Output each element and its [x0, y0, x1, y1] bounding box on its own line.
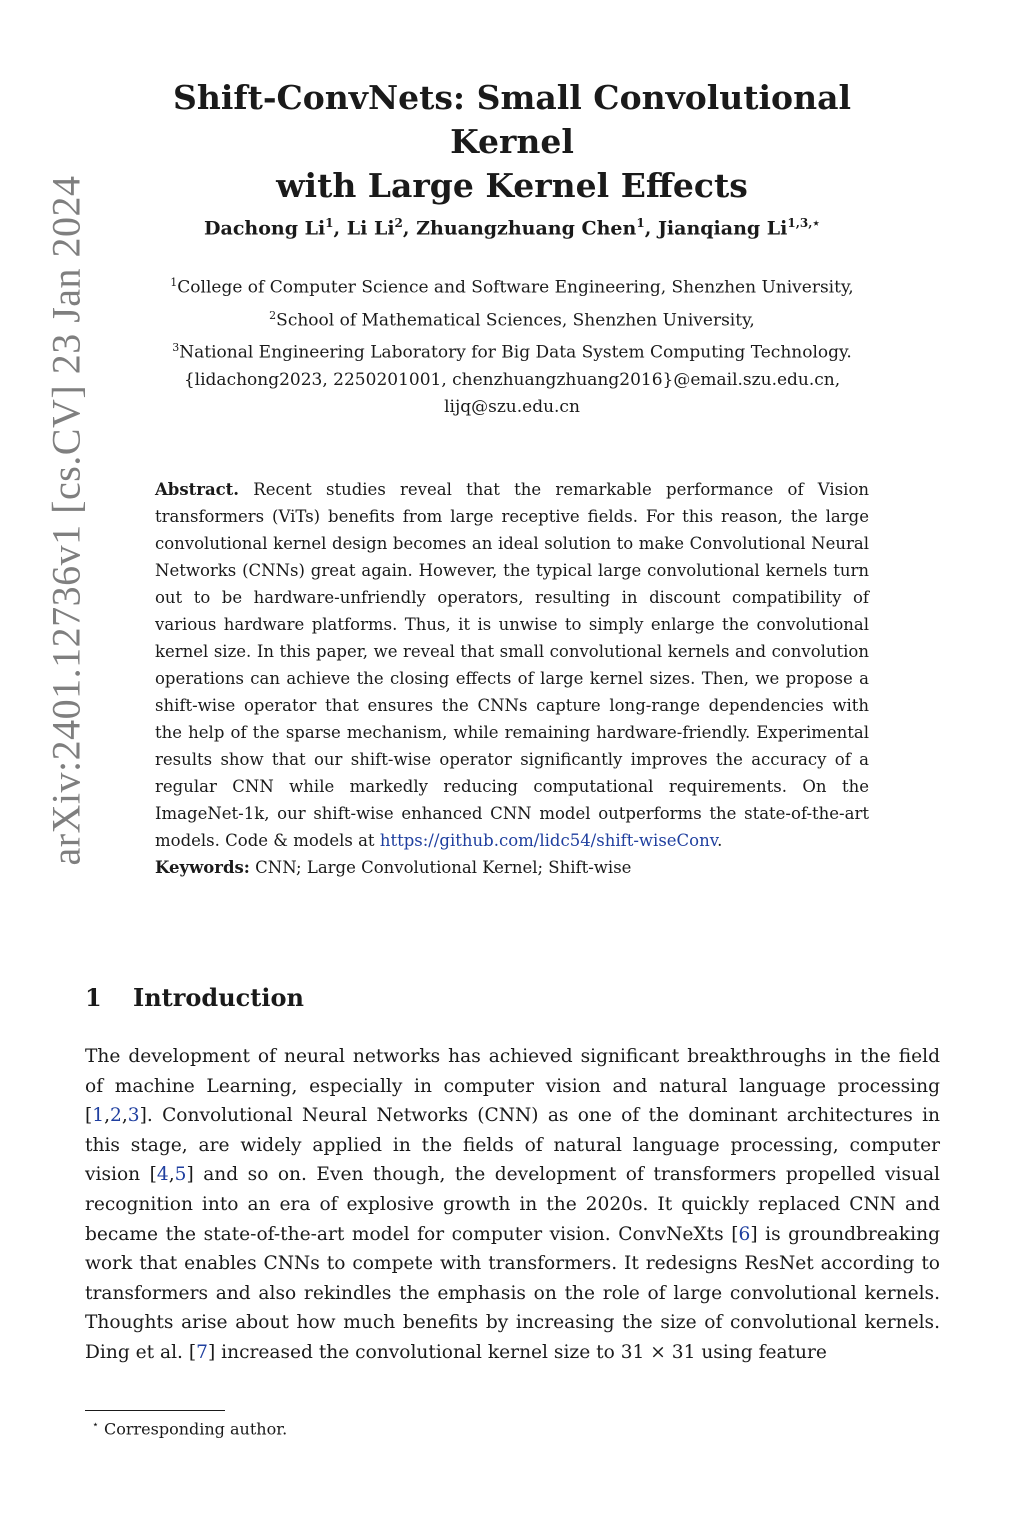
arxiv-identifier	[36, 90, 96, 950]
affiliations	[110, 269, 914, 421]
section-title: Introduction	[133, 983, 304, 1012]
abstract	[155, 476, 869, 881]
author-name: Dachong Li	[204, 217, 326, 240]
affiliation-line	[110, 302, 914, 335]
introduction-paragraph	[85, 1042, 940, 1368]
keywords-label: Keywords:	[155, 858, 250, 877]
section-heading	[85, 983, 304, 1012]
affiliation-text: School of Mathematical Sciences, Shenzhen University,	[276, 310, 755, 331]
citation-link[interactable]: 2	[110, 1105, 122, 1127]
citation-link[interactable]: 6	[738, 1223, 751, 1245]
footnote-mark: ⋆	[92, 1418, 99, 1431]
body-text-run: ,	[121, 1105, 128, 1127]
affiliation-line	[110, 269, 914, 302]
abstract-text: Recent studies reveal that the remarkable performance of Vision transformers (ViTs) benefits from large receptive fields. For this reason, the large convolutional kernel design becomes an ideal solution to make Convolutional Neural Networks (CNNs) great again. However, the typical large convolutional kernels turn out to be hardware-unfriendly operators, resulting in discount compatibility of various hardware platforms. Thus, it is unwise to simply enlarge the convolutional kernel size. In this paper, we reveal that small convolutional kernels and convolution operations can achieve the closing effects of large kernel sizes. Then, we propose a shift-wise operator that ensures the CNNs capture long-range dependencies with the help of the sparse mechanism, while remaining hardware-friendly. Experimental results show that our shift-wise operator significantly improves the accuracy of a regular CNN while markedly reducing computational requirements. On the ImageNet-1k, our shift-wise enhanced CNN model outperforms the state-of-the-art models. Code & models at	[155, 480, 870, 850]
author-name: Jianqiang Li	[657, 217, 788, 240]
footnote	[92, 1418, 287, 1438]
affiliation-mark: 1	[170, 276, 178, 289]
title-line: with Large Kernel Effects	[276, 166, 748, 205]
title-line: Shift-ConvNets: Small Convolutional Kernel	[173, 78, 851, 161]
author-affiliation-mark: 1,3,⋆	[787, 216, 820, 230]
footnote-text: Corresponding author.	[103, 1419, 288, 1439]
body-text-run: ]. Convolutional Neural Networks (CNN) as one of the dominant architectures in this stage, are widely applied in the fields of natural language processing, computer vision [	[85, 1105, 940, 1186]
citation-link[interactable]: 4	[156, 1164, 169, 1186]
author-affiliation-mark: 1	[636, 216, 645, 230]
section-number: 1	[85, 983, 102, 1012]
body-text-run: ] is groundbreaking work that enables CNNs to compete with transformers. It redesigns ResNet according to transformers and also rekindles the emphasis on the role of large convolutional kernels. Thoughts arise about how much benefits by increasing the size of convolutional kernels. Ding et al. [	[85, 1223, 940, 1363]
citation-link[interactable]: 5	[174, 1164, 187, 1186]
affiliation-line	[110, 334, 914, 367]
affiliation-text: National Engineering Laboratory for Big Data System Computing Technology.	[179, 342, 852, 363]
code-link[interactable]: https://github.com/lidc54/shift-wiseConv	[379, 831, 718, 850]
author-name: Li Li	[346, 217, 395, 240]
body-text-run: ] and so on. Even though, the development of transformers propelled visual recognition into an era of explosive growth in the 2020s. It quickly replaced CNN and became the state-of-the-art model for computer vision. ConvNeXts [	[85, 1164, 941, 1245]
email-line: {lidachong2023, 2250201001, chenzhuangzhuang2016}@email.szu.edu.cn,	[183, 369, 841, 390]
body-text-run: ,	[168, 1164, 175, 1186]
affiliation-text: College of Computer Science and Software Engineering, Shenzhen University,	[177, 277, 854, 298]
author-separator: ,	[402, 217, 417, 240]
author-separator: ,	[644, 217, 658, 240]
affiliation-mark: 3	[172, 341, 180, 355]
abstract-end: .	[717, 831, 723, 850]
affiliation-mark: 2	[269, 308, 277, 322]
keywords-text: CNN; Large Convolutional Kernel; Shift-wise	[255, 858, 632, 877]
abstract-label: Abstract.	[155, 480, 240, 499]
citation-link[interactable]: 7	[196, 1341, 208, 1363]
author-separator: ,	[333, 217, 347, 240]
paper-title	[110, 76, 914, 208]
author-list	[110, 216, 914, 239]
keywords	[155, 854, 869, 881]
email-line: lijq@szu.edu.cn	[444, 396, 580, 417]
author-name: Zhuangzhuang Chen	[416, 217, 637, 240]
author-affiliation-mark: 2	[394, 216, 403, 230]
arxiv-identifier-text: arXiv:2401.12736v1 [cs.CV] 23 Jan 2024	[43, 174, 89, 866]
author-affiliation-mark: 1	[325, 216, 334, 230]
citation-link[interactable]: 1	[92, 1105, 105, 1127]
body-text-run: ] increased the convolutional kernel size to 31 × 31 using feature	[207, 1341, 827, 1363]
citation-link[interactable]: 3	[127, 1105, 140, 1127]
body-text-run: The development of neural networks has achieved significant breakthroughs in the field of machine Learning, especially in computer vision and natural language processing [	[85, 1046, 940, 1127]
body-text-run: ,	[104, 1105, 111, 1127]
footnote-divider	[85, 1410, 225, 1411]
